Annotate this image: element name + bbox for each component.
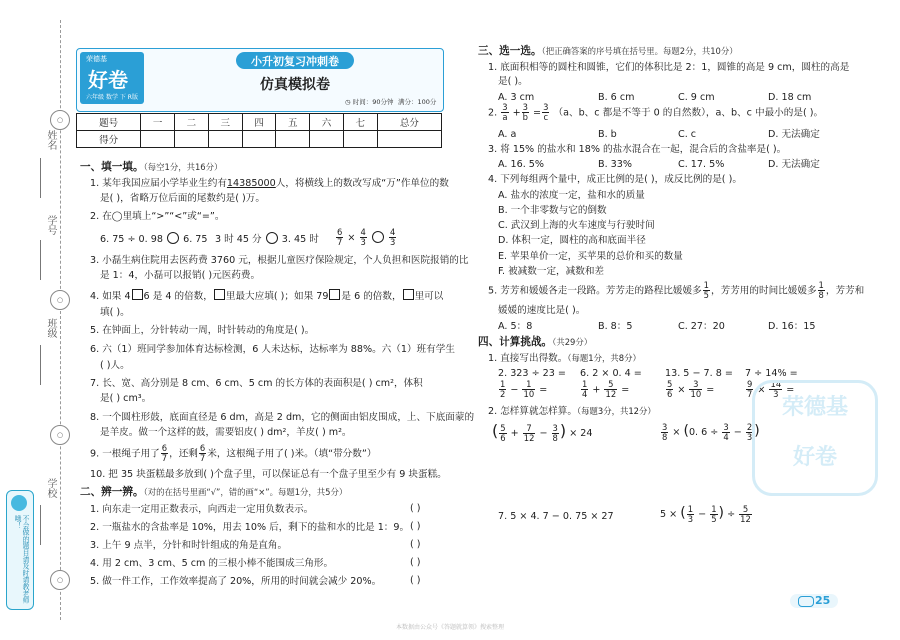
- denominator: 7: [199, 453, 206, 463]
- binding-hole: ○: [50, 425, 70, 445]
- table-cell: 二: [175, 114, 209, 131]
- answer-paren[interactable]: ( ): [410, 557, 421, 568]
- option: A. 5：8: [498, 321, 533, 332]
- page-number: 25: [815, 594, 831, 607]
- question-6: 6. 六（1）班同学参加体育达标检测，6 人未达标，达标率为 88%。六（1）班有学生: [90, 344, 455, 355]
- section-title: 一、填一填。: [80, 161, 144, 173]
- denominator: 3: [687, 513, 694, 524]
- score-cell[interactable]: [175, 131, 209, 148]
- question-1-cont: 是( )，省略万位后面的尾数约是( )万。: [100, 193, 265, 204]
- option: F. 被减数一定，减数和差: [498, 266, 605, 277]
- numerator: 3: [662, 421, 668, 432]
- fraction: [604, 380, 617, 399]
- judge-item-4: 4. 用 2 cm、3 cm、5 cm 的三根小棒不能围成三角形。: [90, 558, 334, 569]
- numerator: 6: [199, 443, 206, 453]
- judge-item-2: 2. 一瓶盐水的含盐率是 10%，用去 10% 后，剩下的盐和水的比是 1：9。: [90, 522, 410, 533]
- numerator: 4: [389, 227, 396, 237]
- numerator: 1: [522, 380, 535, 390]
- fraction: [661, 423, 668, 442]
- option: B. b: [598, 129, 617, 140]
- numerator: 6: [161, 443, 168, 453]
- side-underline: [40, 158, 41, 198]
- text: 里可以: [414, 291, 444, 302]
- option: D. 无法确定: [768, 159, 820, 170]
- option: E. 苹果单价一定，买苹果的总价和买的数量: [498, 251, 683, 262]
- fraction: [542, 103, 549, 122]
- denominator: 7: [337, 237, 343, 247]
- numerator: 5: [604, 380, 617, 390]
- text: 人，将横线上的数改写成“万”作单位的数: [275, 178, 449, 189]
- score-cell[interactable]: [377, 131, 441, 148]
- side-banner-text: 不会做的题目请及时请教老师哦！: [13, 515, 29, 604]
- side-label-class: 班级: [45, 318, 56, 338]
- fraction: [336, 228, 343, 247]
- table-cell: 五: [276, 114, 310, 131]
- clock-icon: ◷: [345, 98, 351, 106]
- fraction: [523, 424, 536, 443]
- watermark-logo: 荣德基 好卷: [752, 380, 878, 496]
- question-4: [90, 289, 443, 303]
- numerator: 3: [502, 102, 508, 112]
- option: C. 17. 5%: [678, 159, 725, 170]
- calc-item: 2. 323 ÷ 23 =: [498, 368, 566, 379]
- option: C. c: [678, 129, 697, 140]
- denominator: 3: [746, 431, 753, 442]
- question-8: 8. 一个圆柱形鼓，底面直径是 6 dm，高是 2 dm，它的侧面由铝皮围成，上、下底面蒙的: [90, 412, 475, 423]
- side-underline: [40, 505, 41, 545]
- score-cell[interactable]: [276, 131, 310, 148]
- fraction: [499, 424, 506, 443]
- calc-item: $\frac{9}{7}$ × $\frac{14}{3}$ =: [747, 379, 795, 399]
- compare-c: [335, 228, 397, 249]
- numerator: 3: [552, 422, 558, 433]
- denominator: 3: [360, 237, 366, 247]
- numerator: 1: [818, 280, 824, 290]
- time-label: [345, 97, 394, 106]
- numerator: 4: [360, 227, 366, 237]
- denominator: 6: [667, 389, 673, 399]
- option: C. 武汉到上海的火车速度与行驶时间: [498, 220, 655, 231]
- calc-expr-3: 7. 5 × 4. 7 − 0. 75 × 27: [498, 511, 614, 522]
- text: 米，这根绳子用了( )米。（填“带分数”）: [207, 448, 377, 460]
- choice-q4: 4. 下列每组两个量中，成正比例的是( )，成反比例的是( )。: [488, 174, 742, 185]
- table-cell: 得分: [77, 131, 141, 148]
- denominator: 7: [161, 453, 168, 463]
- denominator: 10: [523, 389, 535, 399]
- answer-box[interactable]: [214, 289, 225, 300]
- numerator: 3: [723, 421, 729, 432]
- text: 里最大应填( )；如果 79: [225, 291, 329, 302]
- choice-q3: 3. 将 15% 的盐水和 18% 的盐水混合在一起，混合后的含盐率是( )。: [488, 144, 787, 155]
- text: ，芳芳和: [825, 285, 865, 297]
- denominator: 12: [740, 513, 751, 524]
- footer-text: 本数据由公众号《答题就算领》搜索整理: [395, 624, 504, 631]
- section-title: 四、计算挑战。: [478, 336, 553, 348]
- denominator: 8: [552, 432, 558, 443]
- denominator: 7: [747, 389, 753, 399]
- choice-q5-cont: 媛媛的速度比是( )。: [498, 305, 586, 316]
- underlined-number: 14385000: [226, 178, 276, 189]
- section-note: （每空1分，共16分）: [143, 162, 223, 172]
- page-title: 小升初复习冲刺卷: [251, 55, 339, 68]
- choice-q1: 1. 底面积相等的圆柱和圆锥，它们的体积比是 2：1，圆锥的高是 9 cm，圆柱的高是: [488, 62, 850, 73]
- denominator: 5: [703, 290, 710, 300]
- section-4-heading: [478, 336, 592, 349]
- score-table: [76, 113, 442, 148]
- fraction: [581, 380, 588, 399]
- numerator: 5: [739, 505, 752, 515]
- option: A. a: [498, 129, 517, 140]
- fraction: [389, 228, 396, 247]
- option: A. 3 cm: [498, 92, 535, 103]
- score-cell[interactable]: [242, 131, 276, 148]
- numerator: 5: [667, 379, 673, 389]
- calc-item: 6. 2 × 0. 4 =: [580, 368, 642, 379]
- section-note: （把正确答案的序号填在括号里。每题2分，共10分）: [541, 46, 738, 56]
- compare-circle[interactable]: [266, 232, 278, 244]
- note: （每题1分，共8分）: [567, 353, 641, 363]
- table-cell: 一: [141, 114, 175, 131]
- denominator: b: [522, 112, 528, 122]
- calc-expr-2: $\frac{3}{8}$ × (0. 6 ÷ $\frac{3}{4}$ − $\frac{2}{3}$ ): [662, 421, 760, 442]
- compare-circle[interactable]: [167, 232, 179, 244]
- page-subtitle: 仿真模拟卷: [260, 77, 330, 93]
- text: 5. 芳芳和媛媛各走一段路。芳芳走的路程比媛媛多: [488, 285, 702, 297]
- binding-hole: ○: [50, 110, 70, 130]
- denominator: 5: [711, 513, 717, 524]
- option: B. 8：5: [598, 321, 633, 332]
- brand-top: 荣德基: [86, 55, 107, 63]
- text: 1. 直接写出得数。: [488, 353, 568, 364]
- fraction: [818, 281, 825, 300]
- text: 4. 如果 4: [90, 291, 131, 302]
- calc-item: 13. 5 − 7. 8 =: [665, 368, 733, 379]
- numerator: 2: [746, 421, 753, 432]
- section-title: 二、辨一辨。: [80, 486, 144, 498]
- judge-item-3: 3. 上午 9 点半，分针和时针组成的角是直角。: [90, 540, 288, 551]
- choice-q2: 2. $\frac{3}{a}$ + $\frac{3}{b}$ = $\frac{3}{c}$ （a、b、c 都是不等于 0 的自然数），a、b、c 中最小的是( )。: [488, 102, 824, 122]
- brand-grade: 六年级 数学 下 R版: [86, 94, 138, 101]
- table-cell: 六: [310, 114, 344, 131]
- denominator: 12: [523, 432, 535, 443]
- table-cell: 总分: [377, 114, 441, 131]
- section-2-heading: [80, 486, 347, 499]
- denominator: 3: [389, 237, 396, 247]
- option: D. 18 cm: [768, 92, 812, 103]
- text: 9. 一根绳子用了: [90, 448, 160, 460]
- text: （a、b、c 都是不等于 0 的自然数），a、b、c 中最小的是( )。: [553, 107, 824, 119]
- text: 2.: [488, 107, 498, 119]
- fraction: [360, 228, 367, 247]
- denominator: 8: [662, 431, 668, 442]
- calc-item: $\frac{5}{6}$ × $\frac{3}{10}$ =: [667, 379, 715, 399]
- side-label-school: 学校: [45, 478, 56, 498]
- option: C. 27：20: [678, 321, 725, 332]
- mascot-icon: [11, 495, 27, 511]
- fraction: [687, 505, 694, 524]
- compare-b: [215, 232, 319, 246]
- score-cell[interactable]: [343, 131, 377, 148]
- question-7-cont: 是( ) cm³。: [100, 393, 152, 404]
- denominator: 10: [690, 389, 702, 399]
- answer-paren[interactable]: ( ): [410, 539, 421, 550]
- denominator: 3: [773, 389, 779, 399]
- numerator: 7: [523, 424, 536, 434]
- full-score: 满分：100分: [398, 98, 437, 106]
- numerator: 5: [500, 422, 506, 433]
- question-2: 2. 在◯里填上“>”“<”或“=”。: [90, 211, 225, 222]
- option: D. 16：15: [768, 321, 816, 332]
- denominator: c: [543, 112, 549, 122]
- answer-box[interactable]: [403, 289, 414, 300]
- option: C. 9 cm: [678, 92, 715, 103]
- option: D. 体积一定，圆柱的高和底面半径: [498, 235, 646, 246]
- calc-expr-4: 5 × ( $\frac{1}{3}$ − $\frac{1}{5}$ ) ÷ $\frac{5}{12}$: [660, 503, 751, 524]
- section-1-heading: [80, 161, 222, 174]
- option: B. 一个非零数与它的倒数: [498, 205, 607, 216]
- calc-q1: [488, 352, 641, 365]
- numerator: 1: [500, 379, 506, 389]
- calc-expr-1: ( $\frac{5}{6}$ + $\frac{7}{12}$ − $\frac{3}{8}$ ) × 24: [492, 421, 593, 443]
- side-label-id: 学号: [45, 215, 56, 235]
- side-label-name: 姓名: [45, 130, 56, 150]
- fraction: [199, 444, 206, 463]
- times-sign: ×: [347, 232, 356, 244]
- table-cell: 题号: [77, 114, 141, 131]
- calc-item: 7 ÷ 14% =: [745, 368, 798, 379]
- question-10: 10. 把 35 块蛋糕最多放到( )个盘子里，可以保证总有一个盘子里至少有 9 块蛋糕。: [90, 469, 447, 480]
- option: A. 16. 5%: [498, 159, 545, 170]
- side-banner: [6, 490, 34, 610]
- question-5: 5. 在钟面上，分针转动一周，时针转动的角度是( )。: [90, 325, 315, 336]
- numerator: 1: [687, 503, 694, 514]
- judge-item-1: 1. 向东走一定用正数表示，向西走一定用负数表示。: [90, 504, 314, 515]
- option: D. 无法确定: [768, 129, 820, 140]
- numerator: 1: [582, 379, 588, 389]
- text: 是 6 的倍数，: [341, 291, 402, 302]
- numerator: 9: [747, 379, 753, 389]
- binding-hole: ○: [50, 570, 70, 590]
- fraction: [739, 505, 752, 524]
- fraction: [703, 281, 710, 300]
- numerator: 6: [337, 227, 343, 237]
- fraction: [501, 103, 508, 122]
- fraction: [666, 380, 673, 399]
- answer-box[interactable]: [329, 289, 340, 300]
- calc-item: $\frac{1}{4}$ + $\frac{5}{12}$ =: [582, 379, 630, 399]
- text: ，芳芳用的时间比媛媛多: [711, 285, 817, 297]
- question-8-cont: 是羊皮。做一个这样的鼓，需要铝皮( ) dm²，羊皮( ) m²。: [100, 427, 352, 438]
- section-note: （共29分）: [552, 337, 593, 347]
- text: ，还剩: [169, 448, 198, 460]
- text: 6. 75: [183, 234, 208, 245]
- denominator: 2: [500, 389, 506, 399]
- denominator: 12: [605, 389, 617, 399]
- numerator: 1: [703, 280, 710, 290]
- numerator: 3: [522, 102, 528, 112]
- denominator: 4: [582, 389, 588, 399]
- fraction: [499, 380, 506, 399]
- numerator: 14: [770, 379, 782, 389]
- calc-item: $\frac{1}{2}$ − $\frac{1}{10}$ =: [500, 379, 548, 399]
- question-3-cont: 是 1：4，小磊可以报销( )元医药费。: [100, 270, 261, 281]
- side-underline: [40, 345, 41, 385]
- text: 6. 75 ÷ 0. 98: [100, 234, 163, 245]
- question-7: 7. 长、宽、高分别是 8 cm、6 cm、5 cm 的长方体的表面积是( ) cm²，体积: [90, 378, 423, 389]
- fraction: [689, 380, 702, 399]
- answer-paren[interactable]: ( ): [410, 575, 421, 586]
- exam-time: 时间：90分钟: [352, 98, 394, 106]
- text: 3 时 45 分: [215, 234, 262, 245]
- option: A. 盐水的浓度一定，盐和水的质量: [498, 190, 645, 201]
- text: 6 是 4 的倍数，: [143, 291, 213, 302]
- answer-box[interactable]: [132, 289, 143, 300]
- score-cell[interactable]: [141, 131, 175, 148]
- question-1: [90, 177, 449, 190]
- compare-a: [100, 232, 208, 246]
- table-cell: 四: [242, 114, 276, 131]
- text: 2. 怎样算就怎样算。: [488, 406, 577, 417]
- section-3-heading: [478, 45, 738, 58]
- option: B. 6 cm: [598, 92, 635, 103]
- note: （每题3分，共12分）: [576, 406, 656, 416]
- binding-hole: ○: [50, 290, 70, 310]
- fraction: [710, 505, 717, 524]
- calc-q2: [488, 405, 656, 418]
- denominator: a: [502, 112, 508, 122]
- compare-circle[interactable]: [372, 231, 384, 243]
- numerator: 3: [543, 102, 549, 112]
- fraction: [552, 424, 559, 443]
- judge-item-5: 5. 做一件工作，工作效率提高了 20%，所用的时间就会减少 20%。: [90, 576, 382, 587]
- question-6-cont: ( )人。: [100, 360, 130, 371]
- fraction: [522, 380, 535, 399]
- score-table-row: [77, 114, 442, 131]
- question-3: 3. 小磊生病住院用去医药费 3760 元，根据儿童医疗保险规定，个人负担和医院报销的比: [90, 255, 469, 266]
- choice-q1-cont: 是( )。: [498, 76, 528, 87]
- fraction: [161, 444, 168, 463]
- score-cell[interactable]: [208, 131, 242, 148]
- option: B. 33%: [598, 159, 633, 170]
- denominator: 4: [723, 431, 729, 442]
- score-cell[interactable]: [310, 131, 344, 148]
- numerator: 3: [689, 380, 702, 390]
- answer-paren[interactable]: ( ): [410, 503, 421, 514]
- answer-paren[interactable]: ( ): [410, 521, 421, 532]
- text: 3. 45 时: [281, 234, 319, 245]
- question-9: [90, 444, 376, 465]
- score-table-row: [77, 131, 442, 148]
- table-cell: 三: [208, 114, 242, 131]
- fraction: [522, 103, 529, 122]
- car-icon: [798, 596, 814, 607]
- denominator: 6: [500, 432, 506, 443]
- denominator: 8: [818, 290, 824, 300]
- section-title: 三、选一选。: [478, 45, 542, 57]
- side-underline: [40, 240, 41, 280]
- numerator: 1: [711, 503, 717, 514]
- fraction: [722, 423, 729, 442]
- table-cell: 七: [343, 114, 377, 131]
- section-note: （对的在括号里画“√”，错的画“×”。每题1分，共5分）: [143, 487, 348, 497]
- choice-q5: [488, 281, 864, 302]
- brand-logo: 好卷: [88, 68, 128, 92]
- question-4-cont: 填( )。: [100, 307, 130, 318]
- text: 1. 某年我国应届小学毕业生约有: [90, 178, 227, 189]
